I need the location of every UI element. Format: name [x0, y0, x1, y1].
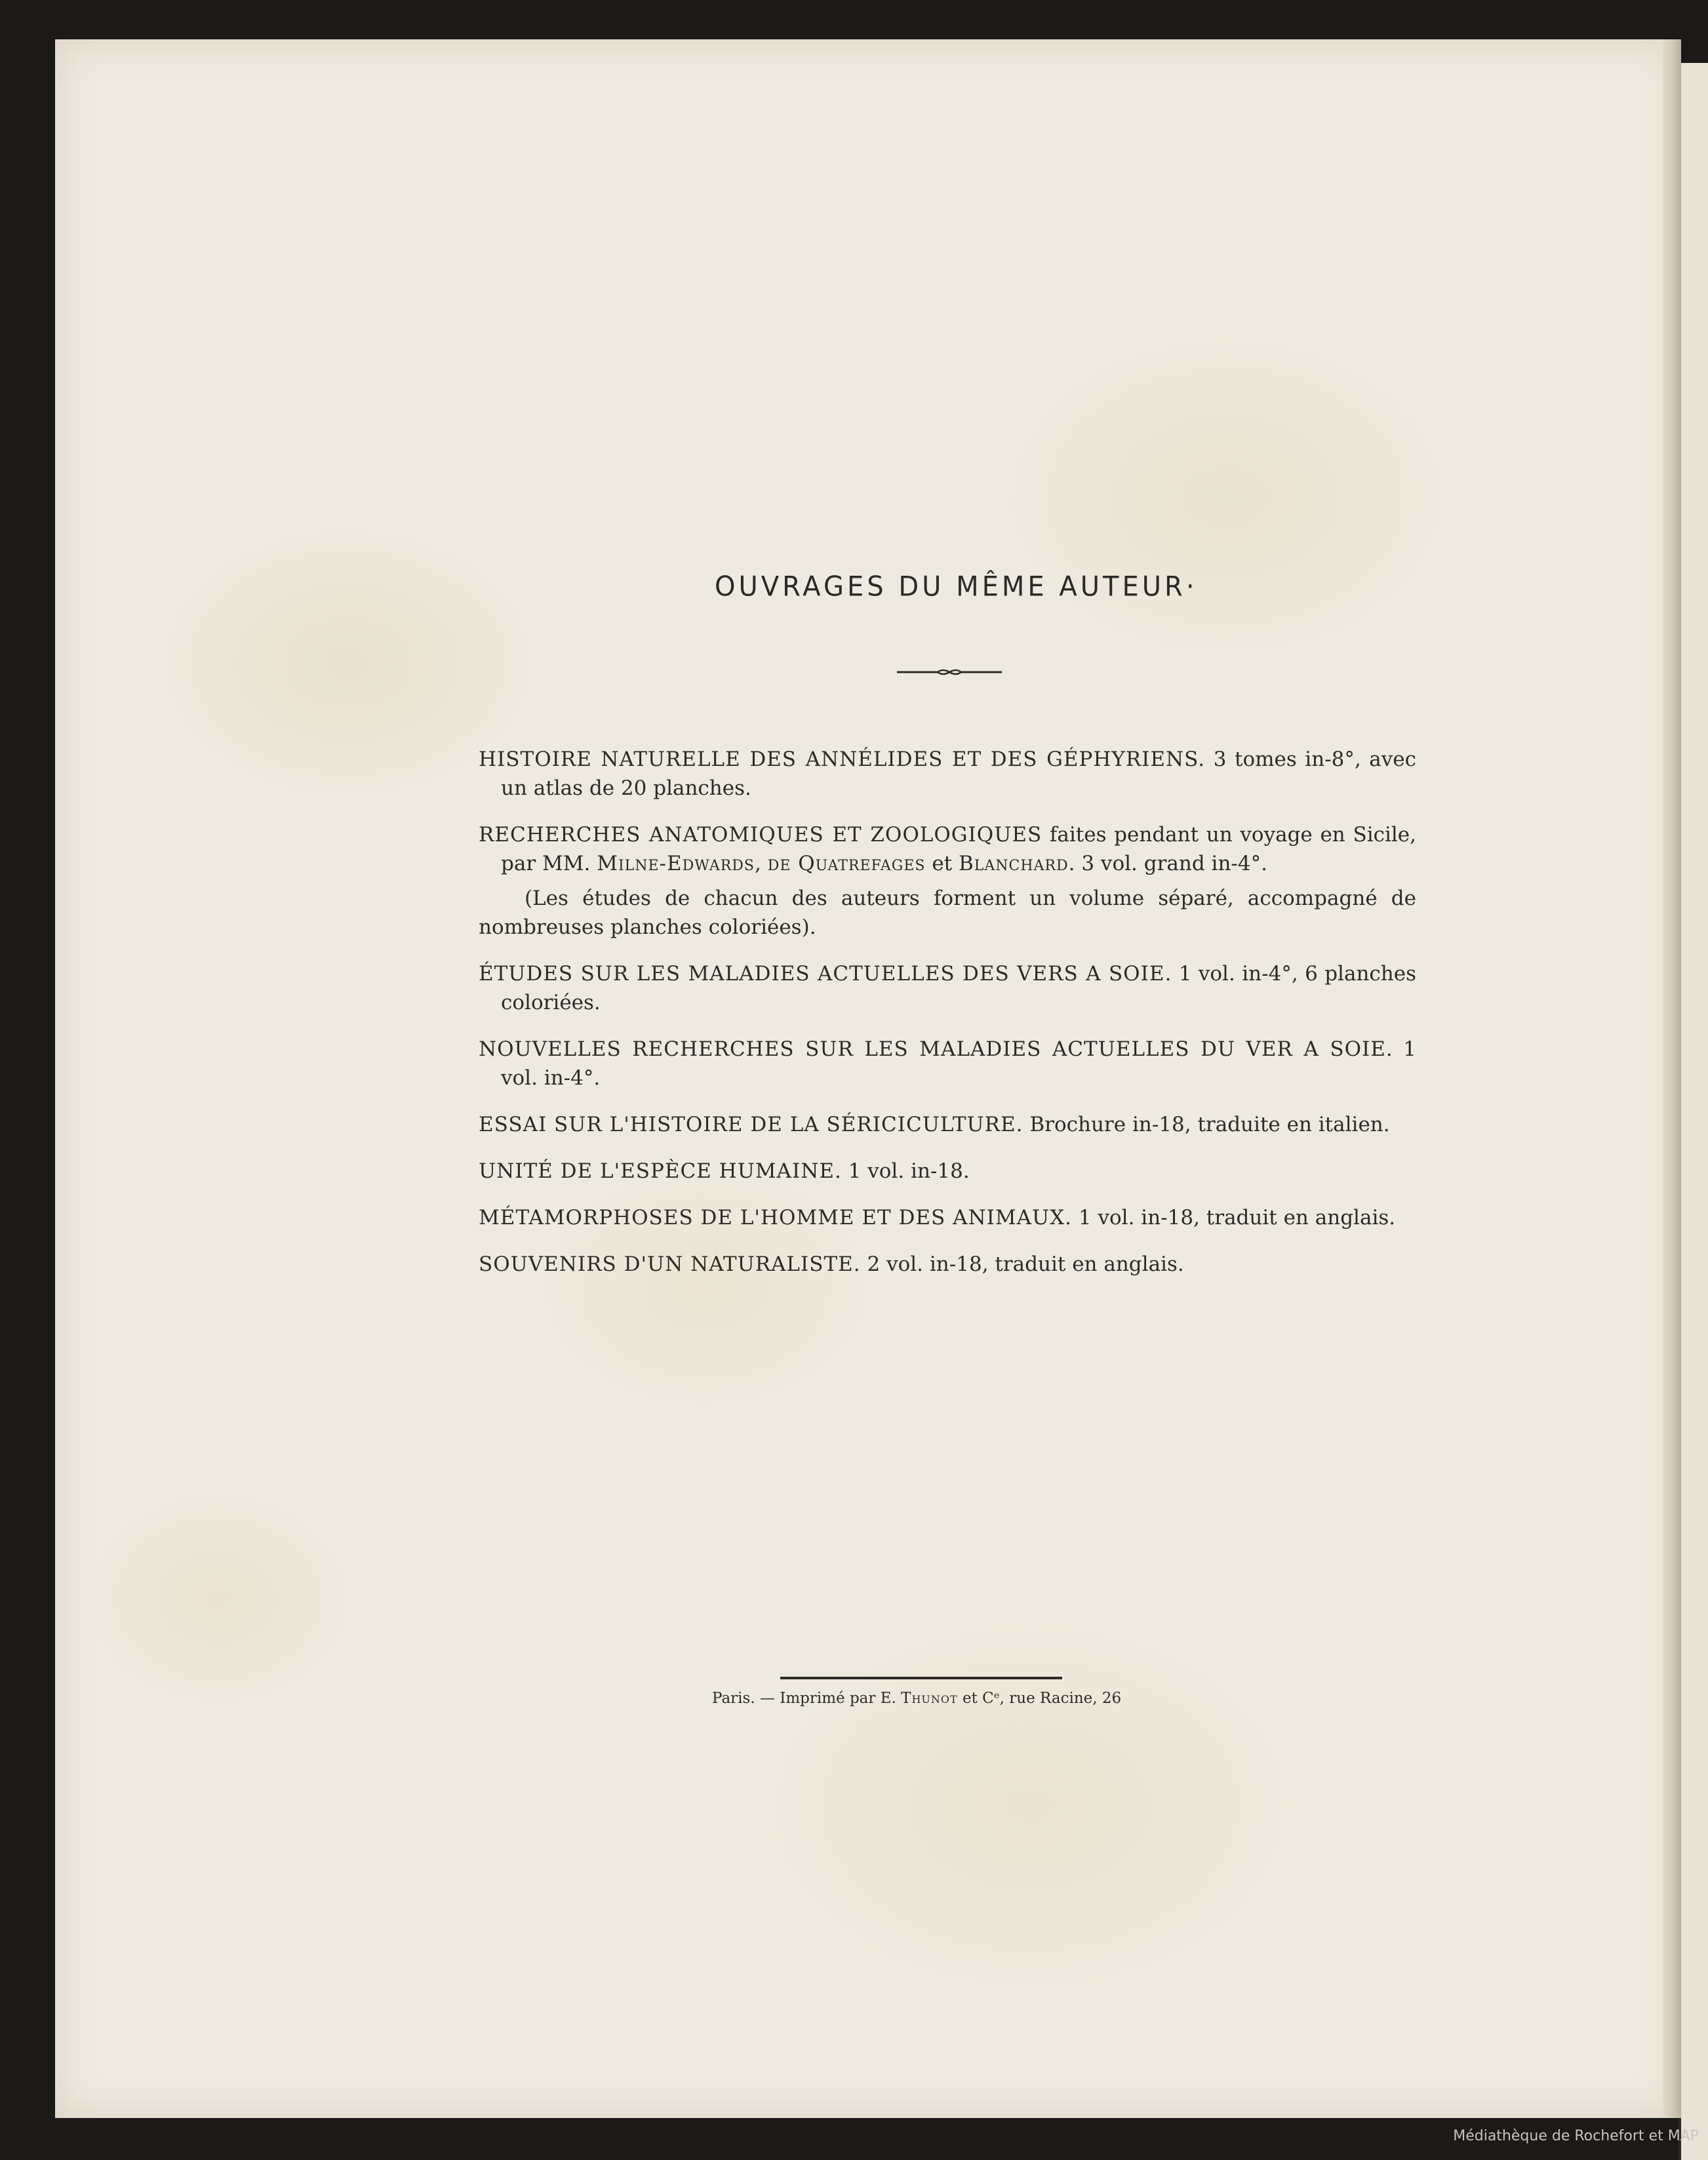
ornament-divider [897, 666, 1002, 679]
work-title: HISTOIRE NATURELLE DES ANNÉLIDES ET DES GÉPHYRIENS. [479, 748, 1206, 771]
page-title: OUVRAGES DU MÊME AUTEUR· [715, 570, 1198, 603]
work-entry [479, 959, 1416, 1017]
work-note: (Les études de chacun des auteurs forment un volume séparé, accompagné de nombreuses planches coloriées). [479, 887, 1416, 939]
work-details: 1 vol. in-18. [848, 1159, 970, 1183]
work-details: 1 vol. in-4°, 6 planches coloriées. [501, 962, 1417, 1014]
page-fore-edge [1663, 39, 1681, 2118]
imprint-dash: — [759, 1690, 775, 1707]
library-credit: Médiathèque de Rochefort et MAP [1453, 2128, 1699, 2144]
work-entry [479, 1157, 1416, 1186]
work-entry [479, 745, 1416, 803]
next-page-edge [1678, 63, 1708, 2160]
printer-imprint [712, 1690, 1121, 1707]
work-entry [479, 820, 1416, 878]
work-details: Brochure in-18, traduite en italien. [1029, 1113, 1390, 1136]
work-title: UNITÉ DE L'ESPÈCE HUMAINE. [479, 1159, 842, 1183]
imprint-text: Imprimé par E. [780, 1690, 896, 1707]
work-entry [479, 1250, 1416, 1279]
work-entry [479, 1035, 1416, 1092]
imprint-printer: Thunot [901, 1690, 958, 1707]
work-details: 1 vol. in-4°. [501, 1037, 1416, 1090]
separator: , [754, 852, 761, 875]
author-name: Blanchard [959, 852, 1069, 875]
author-name: Milne-Edwards [597, 852, 755, 875]
work-entry [479, 1203, 1416, 1232]
works-list [479, 745, 1416, 1296]
work-title: MÉTAMORPHOSES DE L'HOMME ET DES ANIMAUX. [479, 1206, 1073, 1230]
separator: et [932, 852, 953, 875]
work-title: ÉTUDES SUR LES MALADIES ACTUELLES DES VERS A SOIE. [479, 962, 1172, 986]
work-details: faites pendant un voyage en Sicile, par MM. [501, 823, 1417, 875]
work-details: 3 tomes in-8°, avec un atlas de 20 planches. [501, 748, 1416, 800]
work-details: 2 vol. in-18, traduit en anglais. [867, 1252, 1184, 1276]
imprint-rule [780, 1677, 1062, 1679]
work-title: ESSAI SUR L'HISTOIRE DE LA SÉRICICULTURE. [479, 1113, 1023, 1136]
work-details: . 3 vol. grand in-4°. [1068, 852, 1267, 875]
author-name: de Quatrefages [767, 852, 926, 875]
work-title: RECHERCHES ANATOMIQUES ET ZOOLOGIQUES [479, 823, 1043, 847]
work-details: 1 vol. in-18, traduit en anglais. [1078, 1206, 1396, 1230]
imprint-address: et Cᵉ, rue Racine, 26 [963, 1690, 1122, 1707]
work-title: NOUVELLES RECHERCHES SUR LES MALADIES ACTUELLES DU VER A SOIE. [479, 1037, 1393, 1061]
imprint-city: Paris. [712, 1690, 755, 1707]
work-title: SOUVENIRS D'UN NATURALISTE. [479, 1252, 861, 1276]
work-entry [479, 1110, 1416, 1139]
